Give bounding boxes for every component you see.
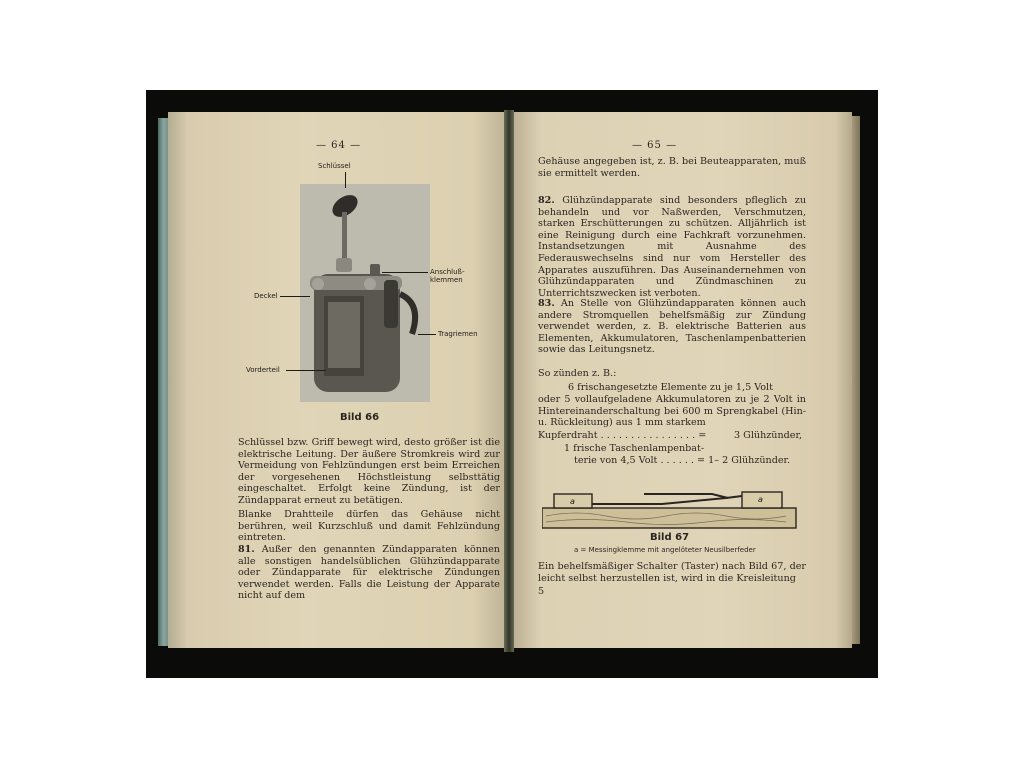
- figure-67-mark-a-left: a: [570, 497, 575, 506]
- figure-67-caption: Bild 67: [650, 532, 690, 543]
- label-front: Vorderteil: [246, 366, 280, 374]
- right-paragraph-4: Ein behelfsmäßiger Schalter (Taster) nach Bild 67, der leicht selbst herzustellen ist, wird in die Kreisleitung: [538, 561, 806, 584]
- section-number-83: 83.: [538, 298, 555, 309]
- book-edge-right: [852, 116, 860, 644]
- page-64: [168, 112, 506, 648]
- right-paragraph-2: [538, 195, 806, 299]
- example-intro: So zünden z. B.:: [538, 368, 617, 379]
- example-line-2: oder 5 vollaufgeladene Akkumulatoren zu je 2 Volt in Hintereinanderschaltung bei 600 m Sprengkabel (Hin- u. Rückleitung) aus 1 mm starkem: [538, 394, 806, 429]
- label-strap: Tragriemen: [438, 330, 478, 338]
- example-line-4a: 1 frische Taschenlampenbat-: [564, 443, 705, 454]
- leader-lid: [280, 296, 310, 297]
- example-line-4b: terie von 4,5 Volt . . . . . . = 1– 2 Glühzünder.: [574, 455, 791, 466]
- left-paragraph-3-text: Außer den genannten Zündapparaten können alle sonstigen handelsüblichen Glühzündapparate oder Zündapparate für elektrische Zündungen verwendet werden. Falls die Leistung der Apparate nicht auf dem: [238, 544, 500, 602]
- page-number: — 64 —: [316, 140, 362, 151]
- right-paragraph-3: [538, 298, 806, 356]
- figure-66-caption: Bild 66: [340, 412, 380, 423]
- right-paragraph-3-text: An Stelle von Glühzündapparaten können auch andere Stromquellen behelfsmäßig zur Zündung verwendet werden, z. B. elektrische Batterien aus Elementen, Akkumulatoren, Taschenlampenbatterien sowie das Leitungsnetz.: [538, 298, 806, 356]
- right-paragraph-2-text: Glühzündapparate sind besonders pfleglich zu behandeln und vor Naßwerden, Verschmutzen, starken Erschütterungen zu schützen. Alljährlich ist eine Reinigung durch eine Fachkraft vorzunehmen. Instandsetzungen mit Ausnahme des Federauswechselns sind nur vom Hersteller des Apparates auszuführen. Das Auseinandernehmen von Glühzündapparaten und Zündmaschinen zu Unterrichtszwecken ist verboten.: [538, 195, 806, 299]
- leader-terminals: [382, 272, 428, 273]
- example-line-1: 6 frischangesetzte Elemente zu je 1,5 Volt: [568, 382, 773, 393]
- book-spine: [504, 110, 514, 652]
- figure-67-image: [542, 482, 798, 534]
- section-number-82: 82.: [538, 195, 555, 206]
- example-line-3-right: 3 Glühzünder,: [734, 430, 803, 441]
- label-key: Schlüssel: [318, 162, 351, 170]
- page-number: — 65 —: [632, 140, 678, 151]
- page-65: [514, 112, 852, 648]
- right-paragraph-1: Gehäuse angegeben ist, z. B. bei Beuteapparaten, muß sie ermittelt werden.: [538, 156, 806, 179]
- leader-key: [345, 172, 346, 188]
- left-paragraph-3: [238, 544, 500, 602]
- left-paragraph-2: Blanke Drahtteile dürfen das Gehäuse nicht berühren, weil Kurzschluß und damit Fehlzündung eintreten.: [238, 509, 500, 544]
- label-terminals-1: Anschluß-: [430, 268, 465, 276]
- open-book: [158, 110, 860, 652]
- label-lid: Deckel: [254, 292, 278, 300]
- figure-67-mark-a-right: a: [758, 495, 763, 504]
- signature-mark: 5: [538, 586, 545, 597]
- example-line-3-left: Kupferdraht . . . . . . . . . . . . . . . . =: [538, 430, 707, 441]
- figure-67-legend: a = Messingklemme mit angelöteter Neusilberfeder: [574, 546, 756, 554]
- leader-front: [286, 370, 326, 371]
- section-number-81: 81.: [238, 544, 255, 555]
- left-paragraph-1: Schlüssel bzw. Griff bewegt wird, desto größer ist die elektrische Leitung. Der äußere Stromkreis wird zur Vermeidung von Fehlzündungen erst beim Erreichen der vorgesehenen Höchstleistung selbsttätig eingeschaltet. Erfolgt keine Zündung, ist der Zündapparat erneut zu betätigen.: [238, 437, 500, 506]
- label-terminals-2: klemmen: [430, 276, 463, 284]
- leader-strap: [418, 334, 436, 335]
